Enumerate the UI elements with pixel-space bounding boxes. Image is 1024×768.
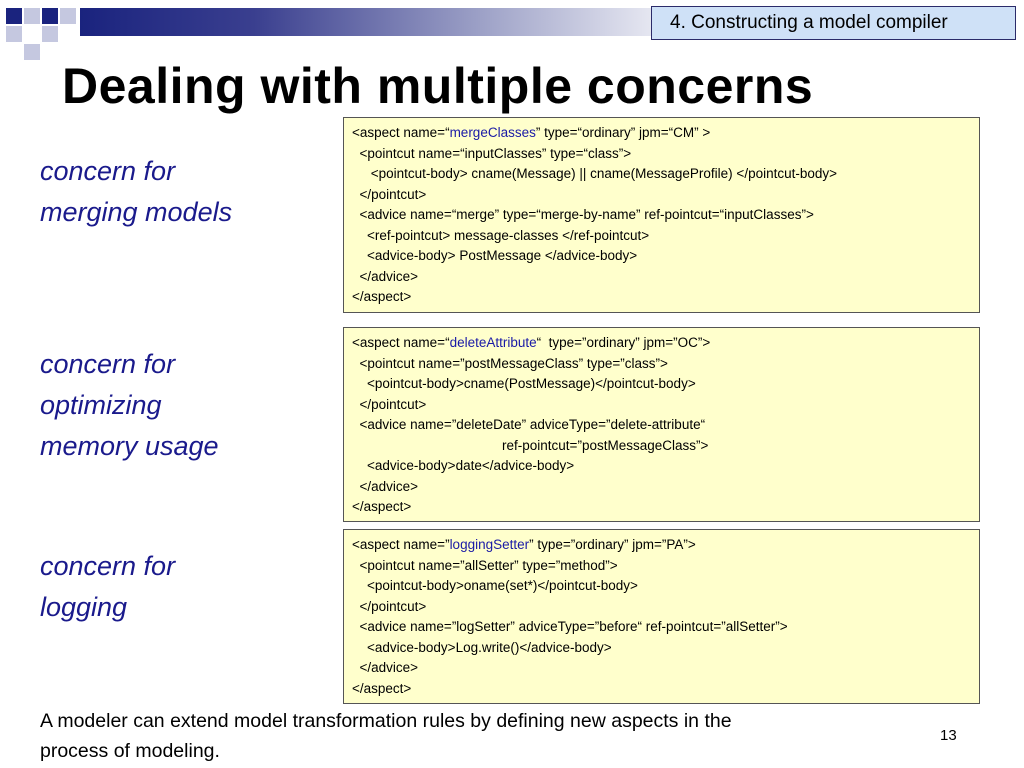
code-line	[352, 287, 979, 308]
code-text: <pointcut name=”allSetter” type=”method”>	[352, 557, 618, 573]
code-text: </pointcut>	[352, 186, 427, 202]
code-line	[352, 658, 979, 679]
code-text: <pointcut-body>oname(set*)</pointcut-body>	[352, 578, 638, 593]
code-text: </aspect>	[352, 680, 412, 696]
code-line	[352, 123, 979, 144]
concern-line: concern for	[40, 156, 176, 186]
concern-line: concern for	[40, 349, 176, 379]
code-text: <pointcut-body> cname(Message) || cname(MessageProfile) </pointcut-body>	[352, 166, 838, 181]
code-text: <advice-body> PostMessage </advice-body>	[352, 248, 638, 263]
code-line	[352, 556, 979, 577]
deco-square	[42, 8, 58, 24]
code-line	[352, 226, 979, 247]
section-label: 4. Constructing a model compiler	[651, 6, 1016, 40]
code-text: “ type=”ordinary” jpm=”OC”>	[536, 335, 711, 350]
deco-square	[24, 8, 40, 24]
code-line	[352, 415, 979, 436]
code-text: <aspect name=“	[352, 125, 450, 140]
code-text: ref-pointcut=”postMessageClass”>	[352, 437, 709, 453]
code-line	[352, 456, 979, 477]
code-line	[352, 185, 979, 206]
aspect-name-highlight: mergeClasses	[449, 125, 536, 140]
deco-square	[6, 8, 22, 24]
code-line	[352, 164, 979, 185]
code-line	[352, 333, 979, 354]
code-text: <advice name=”deleteDate” adviceType=”delete-attribute“	[352, 417, 706, 432]
code-line	[352, 246, 979, 267]
concern-line: logging	[40, 592, 128, 622]
code-line	[352, 436, 979, 457]
footer-line: A modeler can extend model transformation rules by defining new aspects in the	[40, 710, 732, 732]
code-text: <pointcut name=”postMessageClass” type=”class”>	[352, 355, 668, 371]
code-text: <advice-body>Log.write()</advice-body>	[352, 639, 612, 655]
code-text: <advice name=”logSetter” adviceType=”before“ ref-pointcut=”allSetter”>	[352, 619, 788, 634]
code-text: <ref-pointcut> message-classes </ref-pointcut>	[352, 227, 650, 243]
code-text: </aspect>	[352, 499, 412, 514]
code-text: </advice>	[352, 268, 419, 284]
deco-square	[60, 8, 76, 24]
code-text: </advice>	[352, 660, 419, 675]
code-text: </pointcut>	[352, 598, 427, 614]
code-block-delete-attribute	[343, 327, 980, 522]
aspect-name-highlight: loggingSetter	[449, 537, 530, 552]
code-text: <advice name=“merge” type=“merge-by-name” ref-pointcut=“inputClasses”>	[352, 207, 814, 222]
code-text: ” type=”ordinary” jpm=”PA”>	[529, 537, 696, 552]
code-line	[352, 374, 979, 395]
deco-square	[24, 26, 40, 42]
code-text: </aspect>	[352, 289, 412, 304]
code-text: </pointcut>	[352, 396, 427, 412]
code-block-merge-classes	[343, 117, 980, 313]
concern-line: memory usage	[40, 431, 219, 461]
code-text: <pointcut name=“inputClasses” type=“class”>	[352, 145, 632, 161]
concern-merging	[40, 151, 232, 233]
code-line	[352, 144, 979, 165]
code-block-logging-setter	[343, 529, 980, 704]
code-line	[352, 617, 979, 638]
concern-line: optimizing	[40, 390, 162, 420]
code-line	[352, 535, 979, 556]
code-line	[352, 597, 979, 618]
header-gradient-band	[80, 8, 660, 36]
code-text: <advice-body>date</advice-body>	[352, 458, 575, 473]
code-text: <aspect name=“	[352, 335, 450, 350]
deco-square	[24, 44, 40, 60]
concern-logging	[40, 546, 175, 628]
concern-line: merging models	[40, 197, 233, 227]
code-line	[352, 395, 979, 416]
code-line	[352, 497, 979, 518]
deco-square	[6, 26, 22, 42]
footer-line: process of modeling.	[40, 740, 220, 762]
code-line	[352, 354, 979, 375]
code-line	[352, 638, 979, 659]
code-text: ” type=“ordinary” jpm=“CM” >	[535, 125, 711, 140]
code-line	[352, 205, 979, 226]
concern-memory	[40, 344, 219, 467]
code-line	[352, 679, 979, 700]
concern-line: concern for	[40, 551, 176, 581]
code-line	[352, 576, 979, 597]
footer-note	[40, 706, 920, 766]
code-text: <aspect name=”	[352, 537, 450, 552]
deco-square	[42, 26, 58, 42]
code-text: <pointcut-body>cname(PostMessage)</pointcut-body>	[352, 376, 696, 391]
code-text: </advice>	[352, 478, 419, 494]
code-line	[352, 267, 979, 288]
slide-title: Dealing with multiple concerns	[62, 58, 814, 114]
aspect-name-highlight: deleteAttribute	[449, 335, 537, 350]
page-number: 13	[940, 727, 957, 744]
code-line	[352, 477, 979, 498]
